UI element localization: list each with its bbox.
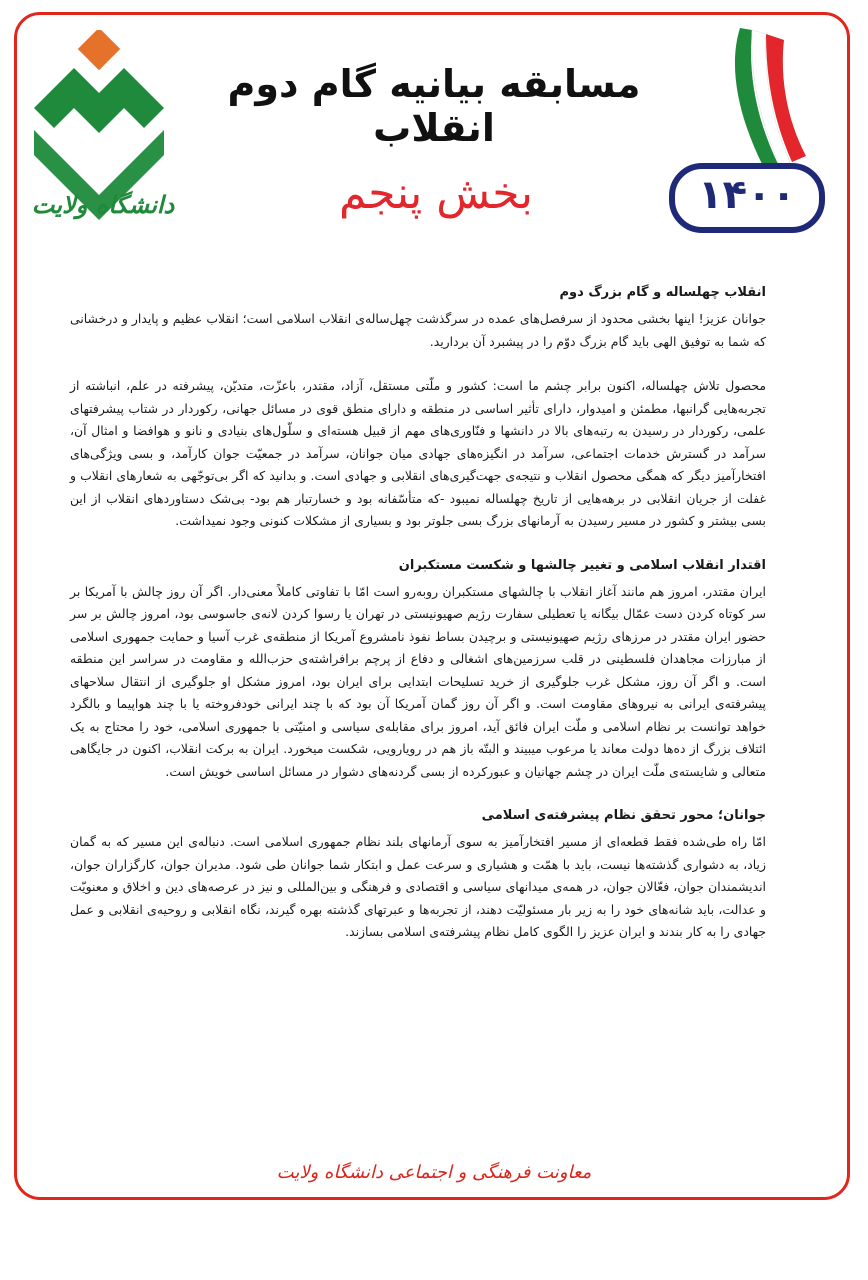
statement-text	[70, 282, 766, 966]
logo-right-text: ۱۴۰۰	[698, 172, 796, 218]
section-paragraph: ایران مقتدر، امروز هم مانند آغاز انقلاب با چالشهای مستکبران روبه‌رو است امّا با تفاوتی کاملاً معنی‌دار. اگر آن روز چالش با آمریکا بر سر کوتاه کردن دست عمّال بیگانه یا تعطیلی سفارت رژیم صهیونیستی در تهران یا رسوا کردن لانه‌ی جاسوسی بود، امروز چالش بر سر حضور ایران مقتدر در مرزهای رژیم صهیونیستی و برچیدن بساط نفوذ نامشروع آمریکا از منطقه‌ی غرب آسیا و حمایت جمهوری اسلامی از مبارزات مجاهدان فلسطینی در قلب سرزمین‌های اشغالی و دفاع از پرچم برافراشته‌ی حزب‌الله و مقاومت در سراسر این منطقه است. و اگر آن روز، مشکل غرب جلوگیری از خرید تسلیحات ابتدایی برای ایران بود، امروز مشکل او جلوگیری از انتقال سلاحهای پیشرفته‌ی ایرانی به نیروهای مقاومت است. و اگر آن روز گمان آمریکا آن بود که با چند ایرانی خودفروخته یا با چند هواپیما و بالگرد خواهد توانست بر نظام اسلامی و ملّت ایران فائق آید، امروز برای مقابله‌ی سیاسی و امنیّتی با جمهوری اسلامی، خود را محتاج به یک ائتلاف بزرگ از ده‌ها دولت معاند یا مرعوب میبیند و البتّه باز هم در رویارویی، شکست میخورد. ایران به برکت انقلاب، اکنون در جایگاهی متعالی و شایسته‌ی ملّت ایران در چشم جهانیان و عبورکرده از بسی گردنه‌های دشوار در مسائل اساسی خویش است.	[70, 583, 766, 779]
section-heading: جوانان؛ محور تحقق نظام پیشرفته‌ی اسلامی	[481, 808, 766, 823]
section-paragraph: جوانان عزیز! اینها بخشی محدود از سرفصل‌های عمده در سرگذشت چهل‌ساله‌ی انقلاب اسلامی است؛ انقلاب عظیم و پایدار و درخشانی که شما به توفیق الهی باید گام بزرگ دوّم را در پیشبرد آن بردارید.	[70, 311, 766, 349]
section-1	[70, 282, 766, 353]
velayat-university-logo	[24, 30, 182, 230]
section-subtitle: بخش پنجم	[339, 168, 533, 219]
section-heading: اقتدار انقلاب اسلامی و تغییر چالشها و شکست مستکبران	[398, 557, 766, 573]
section-4	[70, 805, 766, 944]
section-2	[70, 375, 766, 533]
footer-credit: معاونت فرهنگی و اجتماعی دانشگاه ولایت	[276, 1162, 592, 1183]
page-title: مسابقه بیانیه گام دوم انقلاب	[227, 62, 641, 150]
logo-left-text: دانشگاه ولایت	[31, 190, 175, 219]
emblem-1400-logo	[668, 26, 830, 236]
section-paragraph: محصول تلاش چهلساله، اکنون برابر چشم ما است: کشور و ملّتی مستقل، آزاد، مقتدر، باعزّت، متدیّن، پیشرفته در علم، انباشته از تجربه‌هایی گرانبها، مطمئن و امیدوار، دارای تأثیر اساسی در منطقه و دارای منطق قوی در مسائل جهانی، رکوردار در شتاب پیشرفتهای علمی، رکوردار در رسیدن به رتبه‌های بالا در دانشها و فنّاوری‌های مهم از قبیل هسته‌ای و سلّول‌های بنیادی و نانو و هوافضا و امثال آن، سرآمد در گسترش خدمات اجتماعی، سرآمد در انگیزه‌های جهادی میان جوانان، سرآمد در جمعیّت جوان کارآمد، و بسی ویژگی‌های افتخارآمیز دیگر که همگی محصول انقلاب و نتیجه‌ی جهت‌گیری‌های انقلابی و جهادی است. و بدانید که اگر بی‌توجّهی به شعارهای انقلاب و غفلت از جریان انقلابی در برهه‌هایی از تاریخ چهلساله نمیبود -که متأسّفانه بود و خسارتبار هم بود- بی‌شک دستاوردهای انقلاب از این بسی بیشتر و کشور در مسیر رسیدن به آرمانهای بزرگ بسی جلوتر بود و بسیاری از مشکلات کنونی وجود نمیداشت.	[70, 378, 766, 528]
section-heading: انقلاب چهلساله و گام بزرگ دوم	[559, 285, 766, 300]
section-paragraph: امّا راه طی‌شده فقط قطعه‌ای از مسیر افتخارآمیز به سوی آرمانهای بلند نظام جمهوری اسلامی است. دنباله‌ی این مسیر که به گمان زیاد، به دشواری گذشته‌ها نیست، باید با همّت و هشیاری و سرعت عمل و ابتکار شما جوانان طی شود. مدیران جوان، کارگزاران جوان، اندیشمندان جوان، فعّالان جوان، در همه‌ی میدانهای سیاسی و اقتصادی و فرهنگی و بین‌المللی و نیز در عرصه‌های دین و اخلاق و معنویّت و عدالت، باید شانه‌های خود را به زیر بار مسئولیّت دهند، از تجربه‌ها و عبرتهای گذشته بهره گیرند، نگاه انقلابی و روحیه‌ی انقلابی و عمل جهادی را به کار بندند و ایران عزیز را الگوی کامل نظام پیشرفته‌ی اسلامی بسازند.	[70, 834, 766, 939]
section-3	[70, 555, 766, 784]
